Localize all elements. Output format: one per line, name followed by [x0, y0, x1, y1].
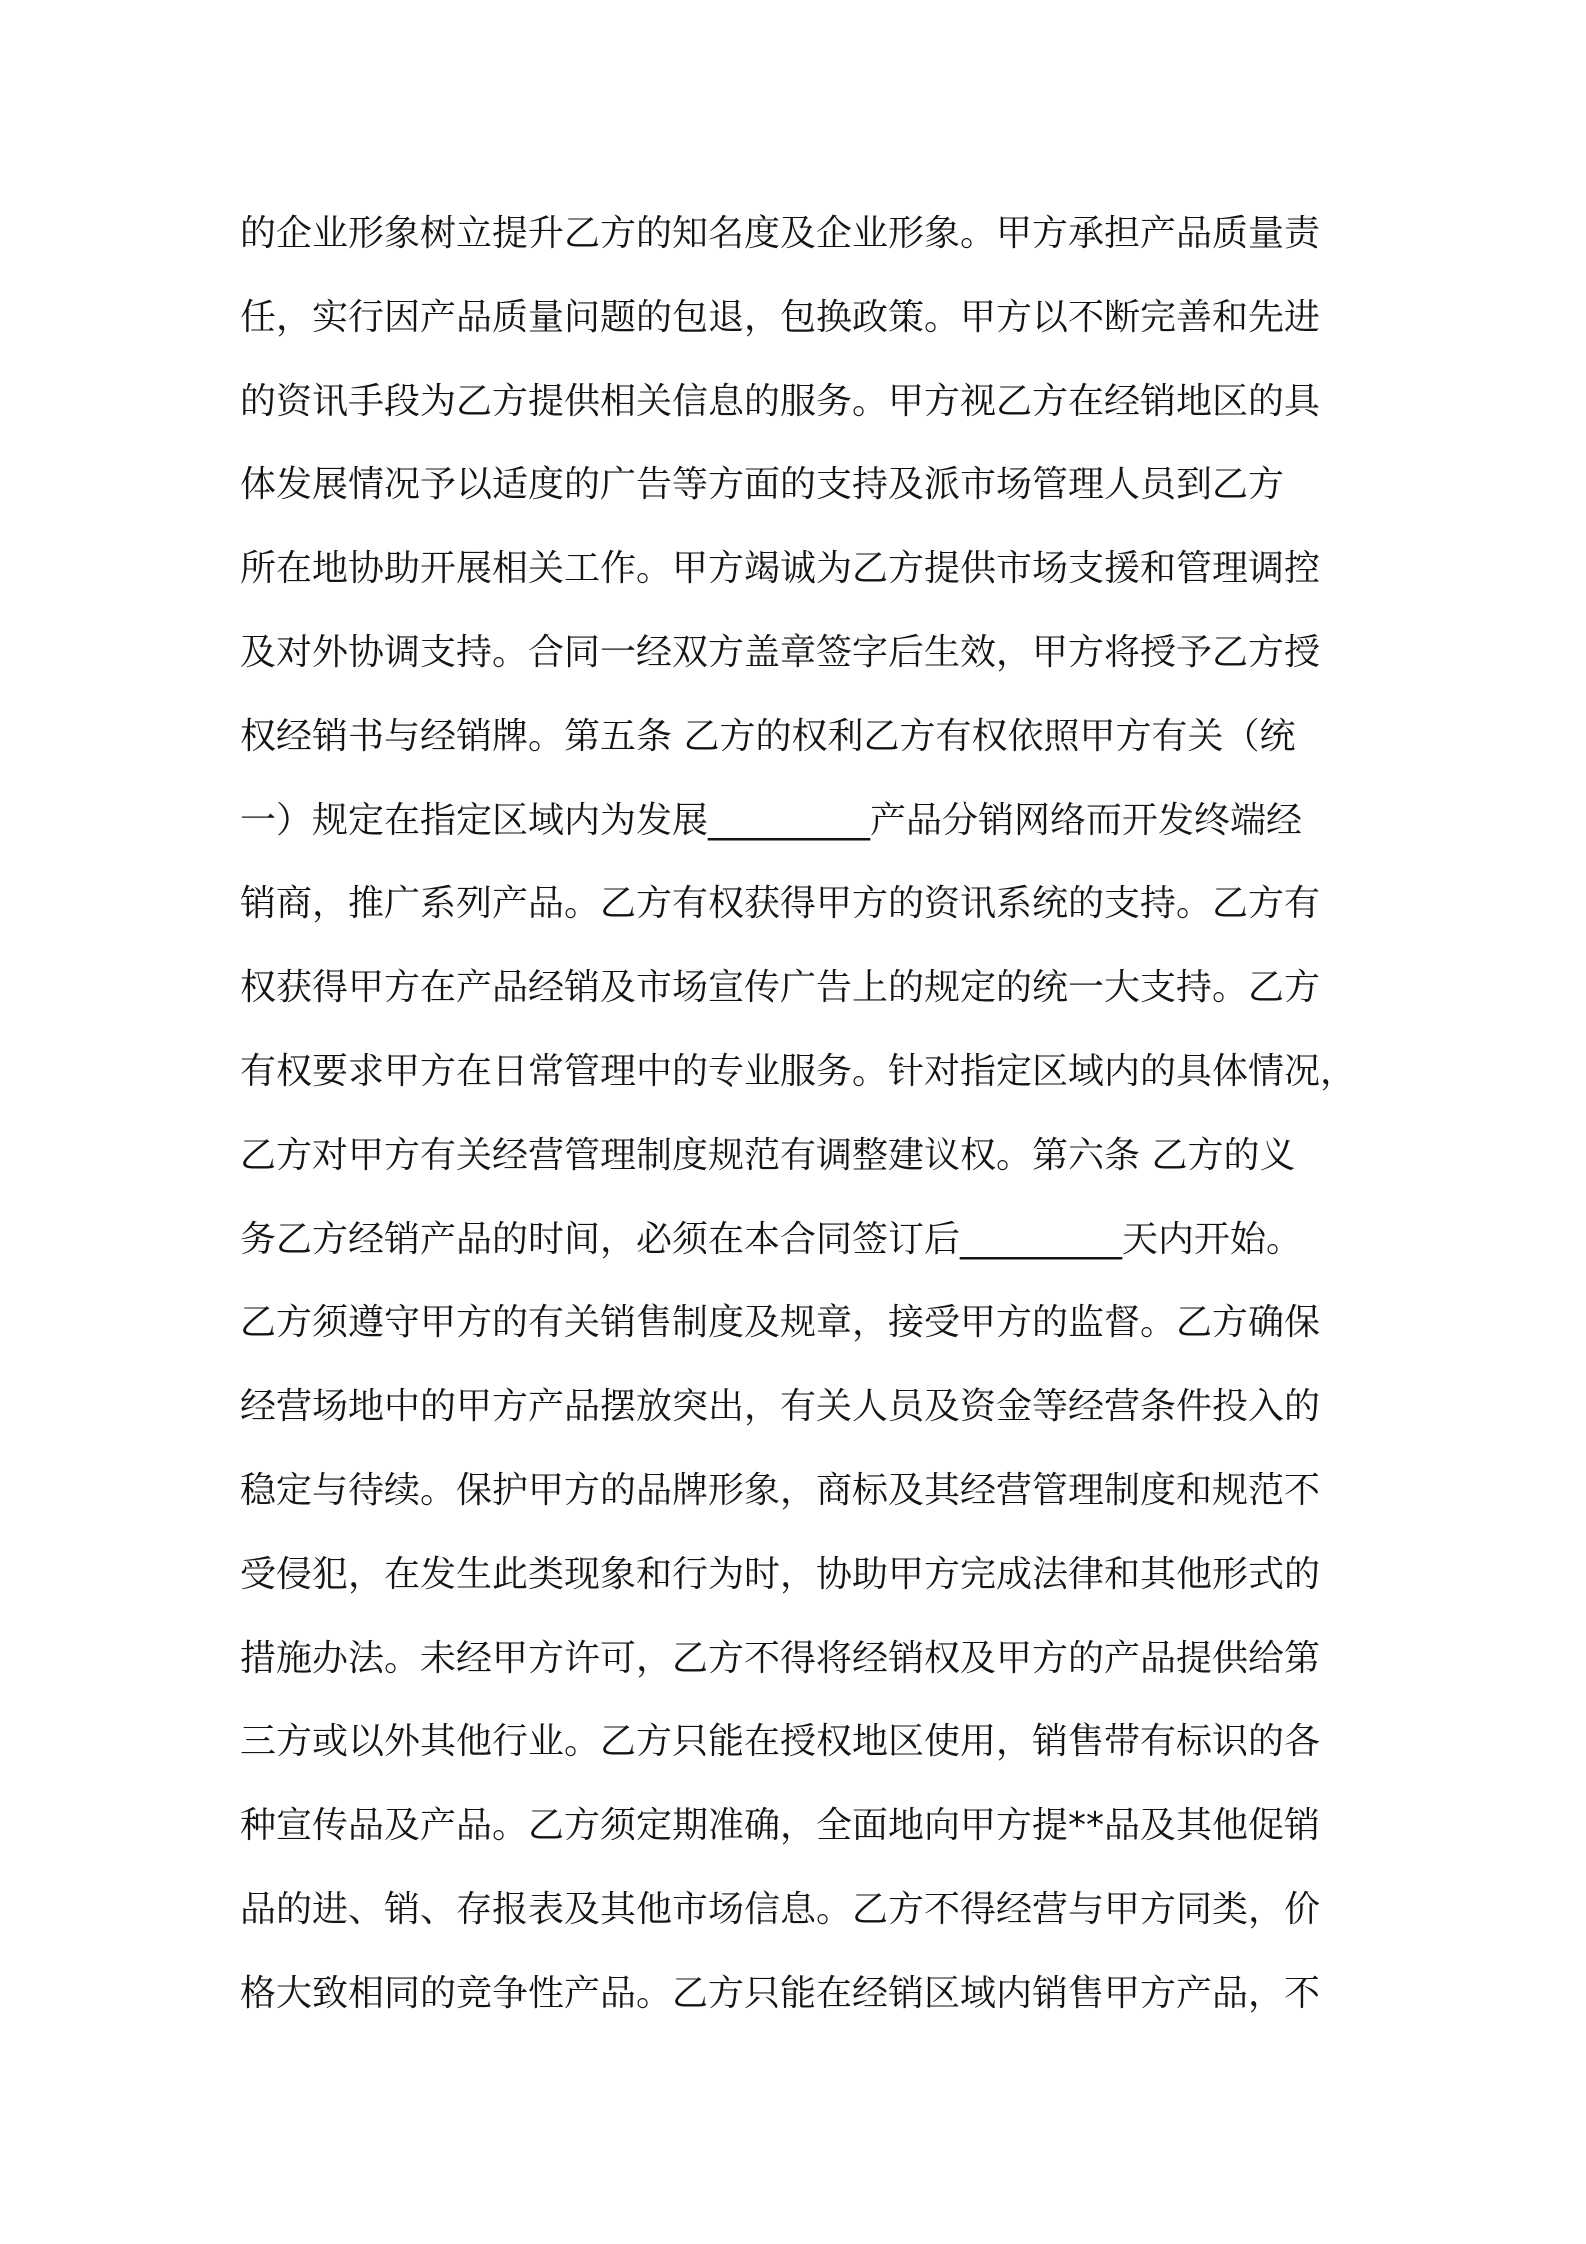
- text-line: 乙方对甲方有关经营管理制度规范有调整建议权。第六条 乙方的义: [240, 1134, 1296, 1176]
- text-line: 的资讯手段为乙方提供相关信息的服务。甲方视乙方在经销地区的具: [240, 380, 1321, 422]
- text-line: 销商，推广系列产品。乙方有权获得甲方的资讯系统的支持。乙方有: [240, 883, 1321, 925]
- text-line: 体发展情况予以适度的广告等方面的支持及派市场管理人员到乙方: [240, 464, 1285, 506]
- text-line: 格大致相同的竞争性产品。乙方只能在经销区域内销售甲方产品，不: [240, 1972, 1321, 2014]
- text-line: 品的进、销、存报表及其他市场信息。乙方不得经营与甲方同类，价: [240, 1888, 1321, 1930]
- text-line: 及对外协调支持。合同一经双方盖章签字后生效，甲方将授予乙方授: [240, 631, 1321, 673]
- text-line: 有权要求甲方在日常管理中的专业服务。针对指定区域内的具体情况，: [240, 1050, 1357, 1092]
- text-line: 任，实行因产品质量问题的包退，包换政策。甲方以不断完善和先进: [240, 296, 1321, 338]
- text-line: 一）规定在指定区域内为发展_________产品分销网络而开发终端经: [240, 799, 1303, 841]
- text-line: 稳定与待续。保护甲方的品牌形象，商标及其经营管理制度和规范不: [240, 1469, 1321, 1511]
- text-line: 所在地协助开展相关工作。甲方竭诚为乙方提供市场支援和管理调控: [240, 548, 1321, 590]
- text-line: 受侵犯，在发生此类现象和行为时，协助甲方完成法律和其他形式的: [240, 1553, 1321, 1595]
- text-line: 乙方须遵守甲方的有关销售制度及规章，接受甲方的监督。乙方确保: [240, 1302, 1321, 1344]
- contract-body-text: [240, 192, 1360, 2036]
- text-line: 措施办法。未经甲方许可，乙方不得将经销权及甲方的产品提供给第: [240, 1637, 1321, 1679]
- text-line: 权获得甲方在产品经销及市场宣传广告上的规定的统一大支持。乙方: [240, 967, 1321, 1009]
- text-line: 种宣传品及产品。乙方须定期准确，全面地向甲方提**品及其他促销: [240, 1805, 1321, 1847]
- text-line: 务乙方经销产品的时间，必须在本合同签订后_________天内开始。: [240, 1218, 1303, 1260]
- text-line: 的企业形象树立提升乙方的知名度及企业形象。甲方承担产品质量责: [240, 213, 1321, 254]
- text-line: 三方或以外其他行业。乙方只能在授权地区使用，销售带有标识的各: [240, 1721, 1321, 1763]
- text-line: 经营场地中的甲方产品摆放突出，有关人员及资金等经营条件投入的: [240, 1386, 1321, 1428]
- text-line: 权经销书与经销牌。第五条 乙方的权利乙方有权依照甲方有关（统: [240, 715, 1296, 757]
